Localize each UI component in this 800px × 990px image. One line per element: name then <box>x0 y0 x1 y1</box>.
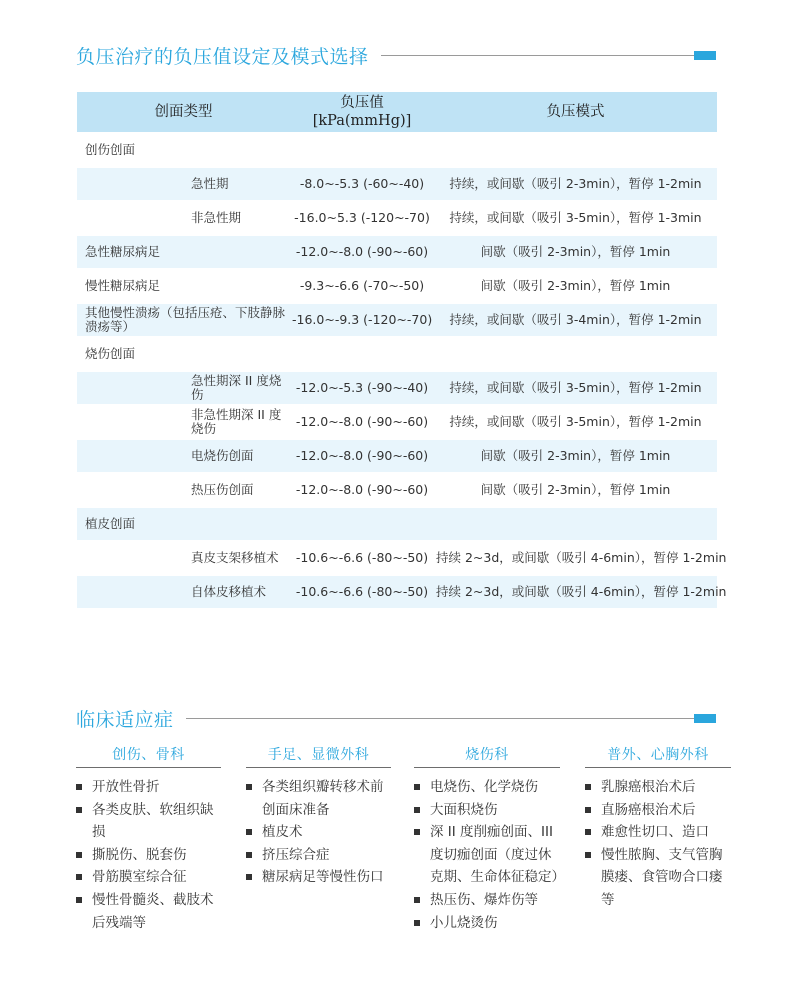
list-item: 慢性骨髓炎、截肢术后残端等 <box>76 889 221 934</box>
table-row <box>77 474 717 506</box>
section-title-settings <box>76 41 716 69</box>
subtype-cell: 非急性期 <box>191 210 242 225</box>
type-cell: 其他慢性溃疡（包括压疮、下肢静脉溃疡等） <box>77 304 290 336</box>
table-row <box>77 168 717 200</box>
table-row <box>77 338 717 370</box>
pressure-cell: -12.0~-8.0 (-90~-60) <box>290 236 434 268</box>
indication-column-trauma <box>76 743 221 934</box>
type-cell: 慢性糖尿病足 <box>85 278 161 293</box>
subtype-cell: 急性期深 II 度烧伤 <box>183 372 290 404</box>
column-heading: 烧伤科 <box>414 743 560 768</box>
section-heading: 负压治疗的负压值设定及模式选择 <box>76 45 369 68</box>
pressure-cell: -10.6~-6.6 (-80~-50) <box>290 576 434 608</box>
header-pressure-label: 负压值 <box>340 95 384 111</box>
heading-accent-bar <box>694 51 716 60</box>
table-row <box>77 440 717 472</box>
section-heading: 临床适应症 <box>76 708 174 731</box>
header-pressure-mode: 负压模式 <box>434 92 717 132</box>
indent-cell <box>77 576 183 608</box>
heading-rule <box>381 55 694 56</box>
list-item: 深 II 度削痂创面、III 度切痂创面（度过休克期、生命体征稳定） <box>414 821 560 889</box>
table-row <box>77 270 717 302</box>
pressure-cell: -10.6~-6.6 (-80~-50) <box>295 550 429 565</box>
mode-cell: 持续 2~3d，或间歇（吸引 4-6min），暂停 1-2min <box>436 550 727 565</box>
mode-cell <box>434 508 717 540</box>
list-item: 撕脱伤、脱套伤 <box>76 844 221 867</box>
pressure-cell <box>290 508 434 540</box>
section-title-indications <box>76 704 716 732</box>
list-item: 热压伤、爆炸伤等 <box>414 889 560 912</box>
subtype-cell: 自体皮移植术 <box>183 576 290 608</box>
table-row <box>77 304 717 336</box>
indication-column-burns <box>414 743 565 934</box>
indication-column-microsurgery <box>246 743 391 889</box>
subtype-cell <box>183 508 290 540</box>
indication-list <box>585 776 731 912</box>
category-cell: 植皮创面 <box>77 508 183 540</box>
table-row <box>77 372 717 404</box>
subtype-cell: 急性期 <box>183 168 290 200</box>
heading-rule <box>186 718 694 719</box>
list-item: 难愈性切口、造口 <box>585 821 731 844</box>
list-item: 挤压综合症 <box>246 844 391 867</box>
indent-cell <box>77 474 183 506</box>
subtype-cell: 真皮支架移植术 <box>191 550 279 565</box>
indent-cell <box>77 372 183 404</box>
indication-list <box>76 776 221 934</box>
column-heading: 普外、心胸外科 <box>585 743 731 768</box>
mode-cell: 持续，或间歇（吸引 2-3min），暂停 1-2min <box>434 168 717 200</box>
list-item: 各类组织瓣转移术前创面床准备 <box>246 776 391 821</box>
mode-cell: 间歇（吸引 2-3min），暂停 1min <box>480 278 671 293</box>
pressure-settings-table <box>77 90 727 610</box>
header-wound-type: 创面类型 <box>77 92 290 132</box>
mode-cell: 持续 2~3d，或间歇（吸引 4-6min），暂停 1-2min <box>434 576 717 608</box>
subtype-cell: 非急性期深 II 度烧伤 <box>191 407 282 436</box>
table-row <box>77 134 717 166</box>
indication-column-general-thoracic <box>585 743 731 912</box>
indication-list <box>246 776 391 889</box>
pressure-cell: -9.3~-6.6 (-70~-50) <box>299 278 425 293</box>
table-row <box>77 236 717 268</box>
pressure-cell: -12.0~-5.3 (-90~-40) <box>290 372 434 404</box>
mode-cell: 持续，或间歇（吸引 3-5min），暂停 1-3min <box>449 210 702 225</box>
list-item: 慢性脓胸、支气管胸膜瘘、食管吻合口瘘等 <box>585 844 731 912</box>
pressure-cell: -12.0~-8.0 (-90~-60) <box>295 482 429 497</box>
indent-cell <box>77 406 183 438</box>
indication-list <box>414 776 565 934</box>
subtype-cell: 热压伤创面 <box>191 482 254 497</box>
list-item: 小儿烧烫伤 <box>414 912 560 935</box>
heading-accent-bar <box>694 714 716 723</box>
indent-cell <box>77 542 183 574</box>
list-item: 电烧伤、化学烧伤 <box>414 776 560 799</box>
table-row <box>77 542 717 574</box>
list-item: 大面积烧伤 <box>414 799 560 822</box>
pressure-cell: -8.0~-5.3 (-60~-40) <box>290 168 434 200</box>
list-item: 各类皮肤、软组织缺损 <box>76 799 221 844</box>
header-pressure-unit: [kPa(mmHg)] <box>312 113 412 129</box>
indent-cell <box>77 202 183 234</box>
table-row <box>77 202 717 234</box>
mode-cell: 间歇（吸引 2-3min），暂停 1min <box>480 482 671 497</box>
category-cell: 烧伤创面 <box>85 346 136 361</box>
list-item: 直肠癌根治术后 <box>585 799 731 822</box>
pressure-cell: -16.0~5.3 (-120~-70) <box>294 210 430 225</box>
pressure-cell: -12.0~-8.0 (-90~-60) <box>290 440 434 472</box>
category-cell: 创伤创面 <box>85 142 136 157</box>
subtype-cell <box>183 236 290 268</box>
table-row <box>77 576 717 608</box>
mode-cell: 持续，或间歇（吸引 3-5min），暂停 1-2min <box>434 372 717 404</box>
list-item: 骨筋膜室综合征 <box>76 866 221 889</box>
list-item: 糖尿病足等慢性伤口 <box>246 866 391 889</box>
pressure-cell: -12.0~-8.0 (-90~-60) <box>295 414 429 429</box>
type-cell: 急性糖尿病足 <box>77 236 183 268</box>
table-header-row <box>77 92 717 132</box>
header-pressure-value <box>290 92 434 132</box>
pressure-cell: -16.0~-9.3 (-120~-70) <box>290 304 434 336</box>
table-row <box>77 508 717 540</box>
mode-cell: 持续，或间歇（吸引 3-5min），暂停 1-2min <box>449 414 702 429</box>
mode-cell: 间歇（吸引 2-3min），暂停 1min <box>434 440 717 472</box>
list-item: 植皮术 <box>246 821 391 844</box>
subtype-cell <box>183 270 290 302</box>
column-heading: 创伤、骨科 <box>76 743 221 768</box>
indications-columns <box>76 743 736 983</box>
indent-cell <box>77 440 183 472</box>
mode-cell: 持续，或间歇（吸引 3-4min），暂停 1-2min <box>434 304 717 336</box>
list-item: 开放性骨折 <box>76 776 221 799</box>
subtype-cell: 电烧伤创面 <box>183 440 290 472</box>
mode-cell: 间歇（吸引 2-3min），暂停 1min <box>434 236 717 268</box>
column-heading: 手足、显微外科 <box>246 743 391 768</box>
list-item: 乳腺癌根治术后 <box>585 776 731 799</box>
table-row <box>77 406 717 438</box>
indent-cell <box>77 168 183 200</box>
